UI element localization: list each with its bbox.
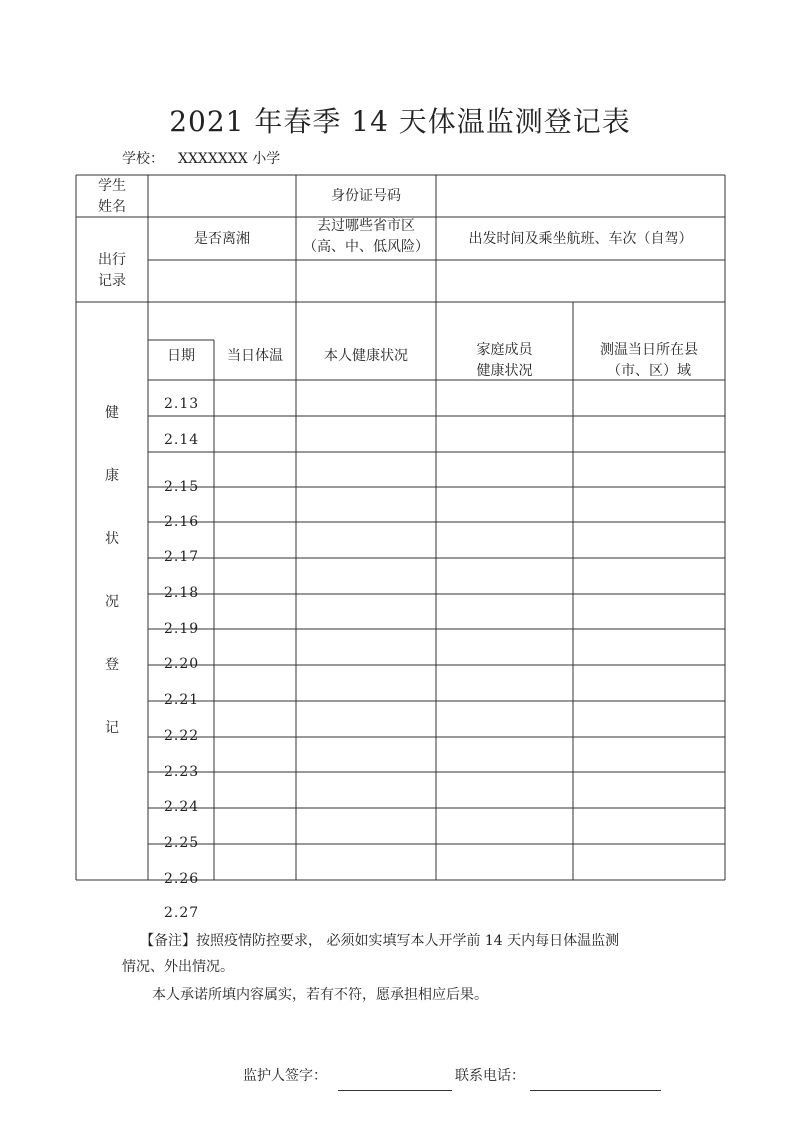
- health-label-char: 状: [105, 531, 119, 547]
- left-hunan-field[interactable]: [149, 261, 295, 301]
- pledge-text: 本人承诺所填内容属实，若有不符，愿承担相应后果。: [152, 987, 488, 1003]
- provinces-visited-field[interactable]: [297, 261, 435, 301]
- location-column-header: 测温当日所在县 （市、区）域: [600, 342, 698, 379]
- school-name: XXXXXXX 小学: [178, 151, 281, 167]
- remark-line: [140, 929, 619, 953]
- date-label: 2.22: [164, 728, 200, 744]
- page-title: 2021 年春季 14 天体温监测登记表: [169, 105, 631, 138]
- remark-text-continued: 情况、外出情况。: [122, 959, 234, 975]
- guardian-signature-label: 监护人签字：: [243, 1068, 327, 1084]
- phone-line[interactable]: [530, 1090, 661, 1091]
- id-number-label: 身份证号码: [331, 188, 401, 204]
- self-health-column-header: 本人健康状况: [324, 348, 408, 364]
- left-hunan-label: 是否离湘: [194, 231, 250, 247]
- date-label: 2.26: [164, 871, 200, 887]
- student-name-field[interactable]: [149, 176, 295, 216]
- date-label: 2.17: [164, 549, 200, 565]
- id-number-field[interactable]: [437, 176, 724, 216]
- date-label: 2.27: [164, 905, 200, 921]
- health-label-char: 健: [105, 405, 119, 421]
- guardian-signature-line[interactable]: [338, 1090, 452, 1091]
- health-label-char: 康: [105, 468, 119, 484]
- departure-info-field[interactable]: [437, 261, 724, 301]
- date-label: 2.23: [164, 764, 200, 780]
- phone-label: 联系电话：: [455, 1068, 525, 1084]
- date-label: 2.15: [164, 479, 200, 495]
- travel-record-label: 出行 记录: [98, 252, 126, 289]
- health-label-char: 记: [105, 720, 119, 736]
- school-label: 学校：: [122, 151, 164, 167]
- departure-info-label: 出发时间及乘坐航班、车次（自驾）: [468, 231, 693, 247]
- date-label: 2.13: [164, 396, 200, 412]
- date-label: 2.14: [164, 432, 200, 448]
- date-label: 2.16: [164, 514, 200, 530]
- date-label: 2.19: [164, 621, 200, 637]
- date-label: 2.21: [164, 692, 200, 708]
- date-label: 2.24: [164, 799, 200, 815]
- student-name-label: 学生 姓名: [98, 178, 126, 215]
- remark-label: 【备注】: [140, 933, 196, 949]
- family-health-column-header: 家庭成员 健康状况: [476, 342, 533, 379]
- date-label: 2.20: [164, 656, 200, 672]
- date-column-header: 日期: [167, 348, 195, 364]
- date-label: 2.18: [164, 585, 200, 601]
- health-label-char: 况: [105, 594, 119, 610]
- remark-text: 按照疫情防控要求， 必须如实填写本人开学前 14 天内每日体温监测: [196, 933, 620, 949]
- provinces-visited-label: 去过哪些省市区 （高、中、低风险）: [303, 218, 429, 255]
- date-label: 2.25: [164, 835, 200, 851]
- temperature-column-header: 当日体温: [227, 348, 283, 364]
- health-label-char: 登: [105, 657, 119, 673]
